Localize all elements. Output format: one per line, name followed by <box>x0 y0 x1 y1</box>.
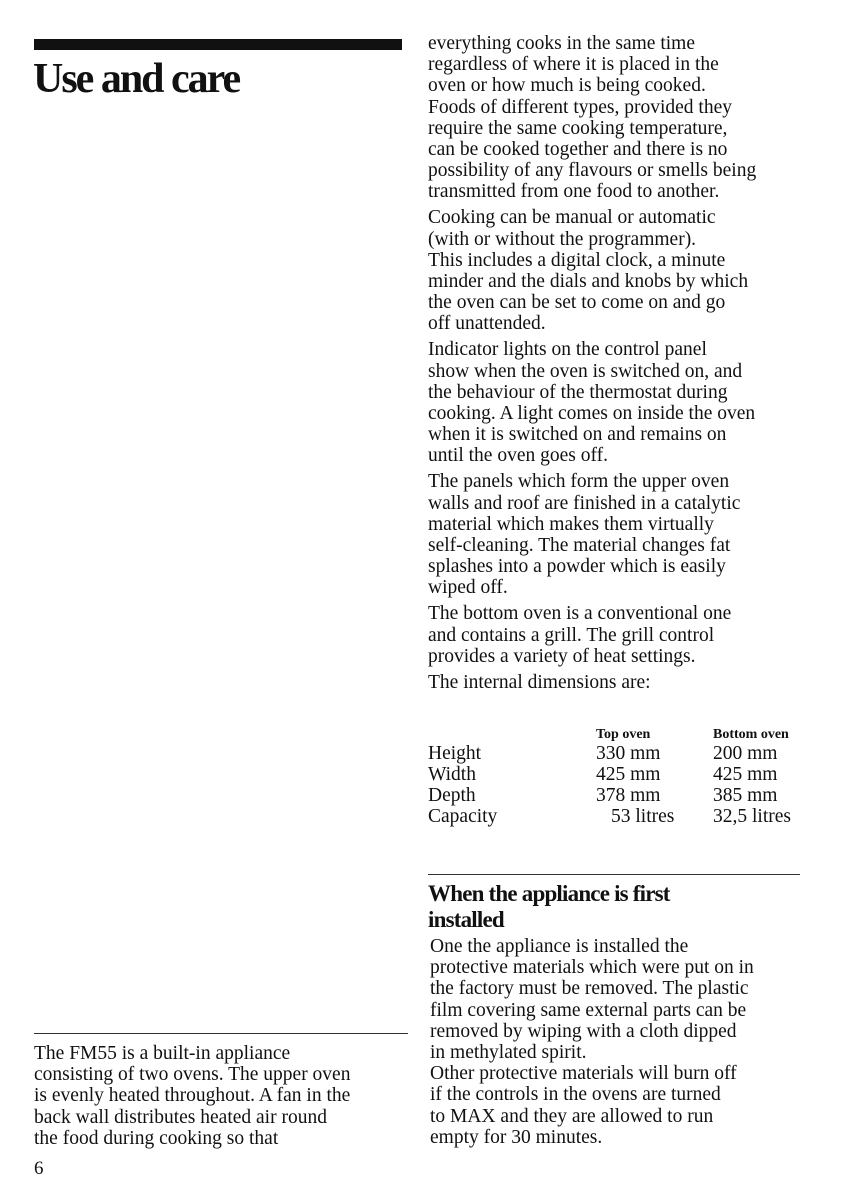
page-title: Use and care <box>33 56 240 102</box>
page-number: 6 <box>34 1158 44 1179</box>
section-divider <box>428 874 800 875</box>
top-oven-header: Top oven <box>596 727 651 742</box>
bottom-oven-value: 425 mm <box>713 764 778 785</box>
top-oven-value: 378 mm <box>596 785 661 806</box>
section-heading: When the appliance is first installed <box>428 881 670 932</box>
dimensions-header <box>428 722 818 743</box>
bottom-oven-value: 32,5 litres <box>713 806 791 827</box>
table-row <box>428 764 818 785</box>
paragraph: The panels which form the upper oven walls and roof are finished in a catalytic material which makes them virtually self-cleaning. The material changes fat splashes into a powder which is easily wiped off. <box>428 471 741 599</box>
paragraph: The bottom oven is a conventional one and contains a grill. The grill control provides a variety of heat settings. <box>428 603 732 667</box>
row-label: Depth <box>428 785 476 806</box>
section-body: One the appliance is installed the protective materials which were put on in the factory must be removed. The plastic film covering same external parts can be removed by wiping with a cloth dipped in methylated spirit. Other protective materials will burn off if the controls in the ovens are turned to MAX and they are allowed to run empty for 30 minutes. <box>430 936 754 1148</box>
top-oven-value: 330 mm <box>596 743 661 764</box>
paragraph: Indicator lights on the control panel show when the oven is switched on, and the behaviour of the thermostat during cooking. A light comes on inside the oven when it is switched on and remains on until the oven goes off. <box>428 339 756 467</box>
right-column-text <box>428 33 818 698</box>
table-row <box>428 806 818 827</box>
bottom-oven-header: Bottom oven <box>713 727 789 742</box>
table-row <box>428 785 818 806</box>
row-label: Width <box>428 764 476 785</box>
dimensions-table <box>428 722 818 827</box>
top-oven-value: 425 mm <box>596 764 661 785</box>
table-row <box>428 743 818 764</box>
row-label: Capacity <box>428 806 498 827</box>
bottom-oven-value: 385 mm <box>713 785 778 806</box>
paragraph: Cooking can be manual or automatic (with or without the programmer). This includes a digital clock, a minute minder and the dials and knobs by which the oven can be set to come on and go off unattended. <box>428 207 749 335</box>
row-label: Height <box>428 743 482 764</box>
paragraph: The internal dimensions are: <box>428 671 651 693</box>
paragraph: everything cooks in the same time regardless of where it is placed in the oven or how much is being cooked. Foods of different types, provided they require the same cooking temperature, can be cooked together and there is no possibility of any flavours or smells being transmitted from one food to another. <box>428 33 757 203</box>
title-bar <box>34 39 402 50</box>
top-oven-value: 53 litres <box>611 806 675 827</box>
intro-divider <box>34 1033 408 1034</box>
bottom-oven-value: 200 mm <box>713 743 778 764</box>
intro-paragraph: The FM55 is a built-in appliance consisting of two ovens. The upper oven is evenly heated throughout. A fan in the back wall distributes heated air round the food during cooking so that <box>34 1043 351 1149</box>
